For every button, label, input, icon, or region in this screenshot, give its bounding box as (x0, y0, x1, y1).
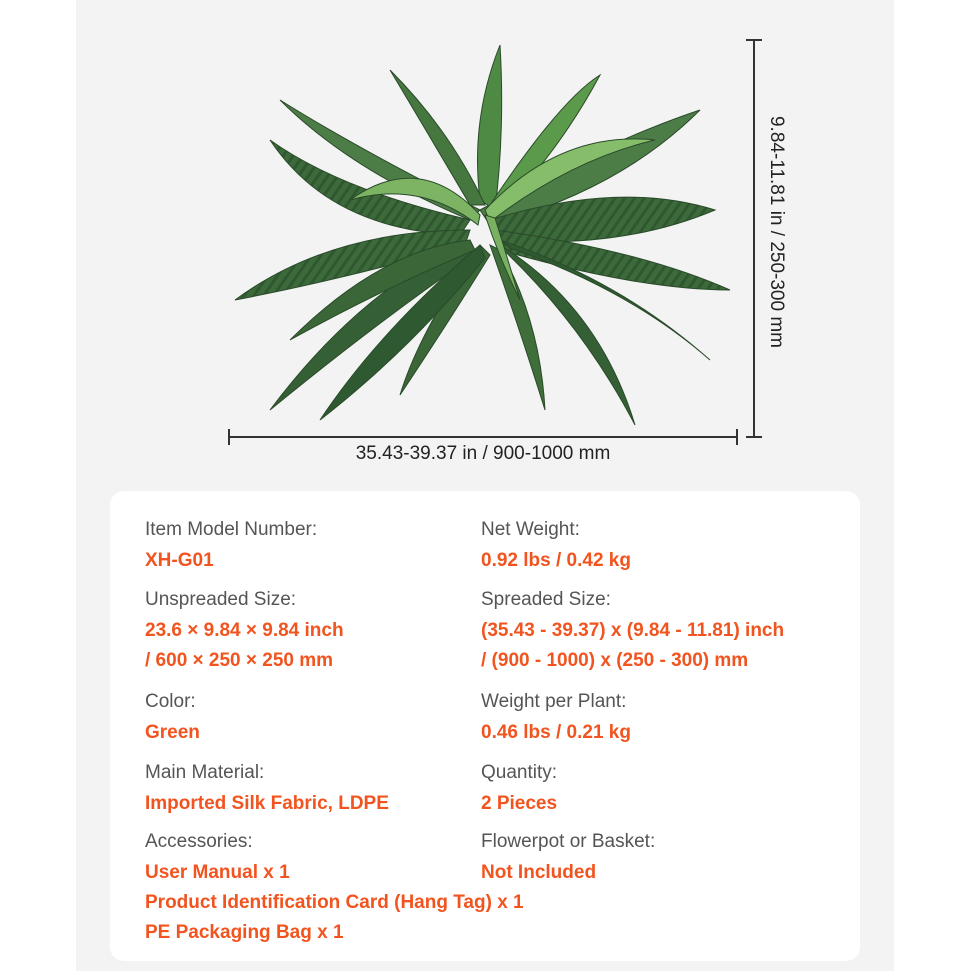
spec-item-unspreaded-size (145, 588, 344, 676)
spec-item-net-weight (481, 518, 631, 576)
spec-value: 0.46 lbs / 0.21 kg (481, 722, 631, 743)
spec-item-accessories (145, 830, 524, 948)
spec-label: Weight per Plant: (481, 691, 627, 712)
spec-value: User Manual x 1 Product Identification Card (Hang Tag) x 1 PE Packaging Bag x 1 (145, 862, 524, 943)
spec-value: (35.43 - 39.37) x (9.84 - 11.81) inch / (900 - 1000) x (250 - 300) mm (481, 620, 785, 671)
spec-item-flowerpot-or-basket (481, 830, 655, 888)
spec-value: Green (145, 722, 200, 743)
spec-label: Net Weight: (481, 519, 580, 540)
spec-value: 23.6 × 9.84 × 9.84 inch / 600 × 250 × 250 mm (145, 620, 344, 671)
spec-item-color (145, 690, 200, 748)
spec-label: Spreaded Size: (481, 589, 611, 610)
fern-plant-image (0, 0, 970, 480)
spec-label: Color: (145, 691, 196, 712)
spec-value: XH-G01 (145, 550, 214, 571)
spec-item-weight-per-plant (481, 690, 631, 748)
spec-item-model-number (145, 518, 317, 576)
spec-label: Flowerpot or Basket: (481, 831, 656, 852)
spec-label: Quantity: (481, 762, 558, 783)
spec-item-quantity (481, 761, 557, 819)
spec-label: Accessories: (145, 831, 253, 852)
spec-item-main-material (145, 761, 389, 819)
spec-label: Item Model Number: (145, 519, 318, 540)
height-dimension-label: 9.84-11.81 in / 250-300 mm (766, 115, 787, 349)
spec-value: Not Included (481, 862, 597, 883)
spec-label: Unspreaded Size: (145, 589, 297, 610)
width-dimension-label: 35.43-39.37 in / 900-1000 mm (355, 443, 611, 464)
spec-value: 0.92 lbs / 0.42 kg (481, 550, 631, 571)
spec-value: Imported Silk Fabric, LDPE (145, 793, 389, 814)
spec-value: 2 Pieces (481, 793, 558, 814)
spec-item-spreaded-size (481, 588, 784, 676)
spec-label: Main Material: (145, 762, 265, 783)
